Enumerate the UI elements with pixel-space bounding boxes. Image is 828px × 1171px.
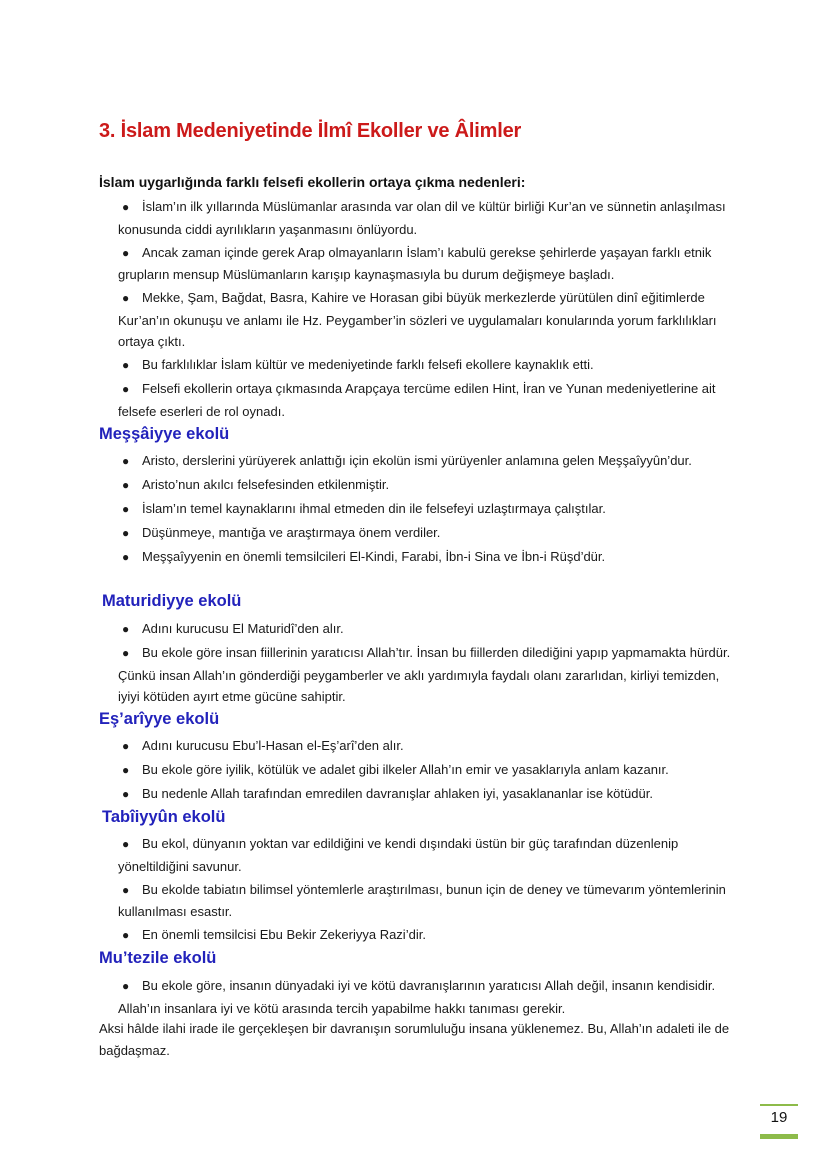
bullet-icon: ● xyxy=(122,928,130,942)
list-item: ● İslam’ın temel kaynaklarını ihmal etmeden din ile felsefeyi uzlaştırmaya çalıştılar. xyxy=(118,498,738,521)
list-item: ● Bu ekol, dünyanın yoktan var edildiğini ve kendi dışındaki üstün bir güç tarafından düzenlenip yöneltildiğini savunur. xyxy=(118,836,679,874)
bullet-icon: ● xyxy=(122,245,130,260)
section-heading-tabiiyyun: Tabîiyyûn ekolü xyxy=(102,808,226,826)
list-item: ● En önemli temsilcisi Ebu Bekir Zekeriyya Razi’dir. xyxy=(118,924,738,947)
esariyye-list xyxy=(118,735,738,807)
bullet-icon: ● xyxy=(122,291,130,305)
list-item: ● Meşşaîyyenin en önemli temsilcileri El-Kindi, Farabi, İbn-i Sina ve İbn-i Rüşd’dür. xyxy=(118,546,738,569)
list-item: ● Düşünmeye, mantığa ve araştırmaya önem verdiler. xyxy=(118,522,738,545)
bullet-icon: ● xyxy=(122,550,130,564)
page-number-rule-bottom xyxy=(760,1134,798,1139)
list-item: ● Aristo, derslerini yürüyerek anlattığı için ekolün ismi yürüyenler anlamına gelen Meşşaîyyûn’dur. xyxy=(118,450,738,473)
tabiiyyun-list xyxy=(118,833,738,948)
bullet-icon: ● xyxy=(122,502,130,516)
bullet-icon: ● xyxy=(122,787,130,801)
bullet-icon: ● xyxy=(122,646,130,660)
section-heading-mutezile: Mu’tezile ekolü xyxy=(99,949,217,967)
intro-heading: İslam uygarlığında farklı felsefi ekollerin ortaya çıkma nedenleri: xyxy=(99,174,526,190)
closing-paragraph: Aksi hâlde ilahi irade ile gerçekleşen bir davranışın sorumluluğu insana yüklenemez. Bu, Allah’ın adaleti ile de bağdaşmaz. xyxy=(99,1021,730,1058)
bullet-icon: ● xyxy=(122,454,130,468)
bullet-icon: ● xyxy=(122,478,130,492)
list-item: ● Bu ekole göre iyilik, kötülük ve adalet gibi ilkeler Allah’ın emir ve yasaklarıyla anlam kazanır. xyxy=(118,759,738,782)
section-heading-messaiyye: Meşşâiyye ekolü xyxy=(99,425,230,443)
bullet-icon: ● xyxy=(122,739,130,753)
section-heading-esariyye: Eş’arîyye ekolü xyxy=(99,710,220,728)
page-title: 3. İslam Medeniyetinde İlmî Ekoller ve Âlimler xyxy=(99,120,522,142)
list-item: ● İslam’ın ilk yıllarında Müslümanlar arasında var olan dil ve kültür birliği Kur’an ve sünnetin anlaşılması konusunda ciddi ayrılıkların yaşanmasını önlüyordu. xyxy=(118,199,726,237)
section-heading-maturidiyye: Maturidiyye ekolü xyxy=(102,592,242,610)
mutezile-list xyxy=(118,975,738,1021)
list-item: ● Ancak zaman içinde gerek Arap olmayanların İslam’ı kabulü gerekse şehirlerde yaşayan farklı etnik grupların mensup Müslümanların karışıp kaynaşmasıyla bu durum değişmeye başladı. xyxy=(118,244,712,282)
bullet-icon: ● xyxy=(122,200,130,214)
page-number-rule-top xyxy=(760,1104,798,1106)
bullet-icon: ● xyxy=(122,979,130,993)
messaiyye-list xyxy=(118,450,738,570)
list-item: ● Mekke, Şam, Bağdat, Basra, Kahire ve Horasan gibi büyük merkezlerde yürütülen dinî eğitimlerde Kur’an’ın okunuşu ve anlamı ile Hz. Peygamber’in sözleri ve uygulamaları konularında yorum farklılıkları ortaya çıktı. xyxy=(118,290,717,349)
list-item: ● Bu ekole göre, insanın dünyadaki iyi ve kötü davranışlarının yaratıcısı Allah değil, insanın kendisidir. Allah’ın insanlara iyi ve kötü arasında tercih yapabilme hakkı tanıması gerekir. xyxy=(118,978,716,1016)
bullet-icon: ● xyxy=(122,358,130,372)
bullet-icon: ● xyxy=(122,837,130,851)
bullet-icon: ● xyxy=(122,526,130,540)
page-number: 19 xyxy=(770,1109,788,1126)
list-item: ● Bu ekole göre insan fiillerinin yaratıcısı Allah’tır. İnsan bu fiillerden dilediğini yapıp yapmamakta hürdür. Çünkü insan Allah’ın gönderdiği peygamberler ve aklı yardımıyla faydalı olanı zararlıdan, kirliyi temizden, iyiyi kötüden ayırt etme gücüne sahiptir. xyxy=(118,645,731,704)
bullet-icon: ● xyxy=(122,763,130,777)
bullet-icon: ● xyxy=(122,382,130,396)
list-item: ● Adını kurucusu El Maturidî’den alır. xyxy=(118,618,738,641)
list-item: ● Adını kurucusu Ebu’l-Hasan el-Eş’arî’den alır. xyxy=(118,735,738,758)
list-item: ● Aristo’nun akılcı felsefesinden etkilenmiştir. xyxy=(118,474,738,497)
list-item: ● Bu nedenle Allah tarafından emredilen davranışlar ahlaken iyi, yasaklananlar ise kötüdür. xyxy=(118,783,738,806)
bullet-icon: ● xyxy=(122,882,130,897)
maturidiyye-list xyxy=(118,618,738,709)
list-item: ● Felsefi ekollerin ortaya çıkmasında Arapçaya tercüme edilen Hint, İran ve Yunan medeniyetlerine ait felsefe eserleri de rol oynadı. xyxy=(118,381,716,419)
bullet-icon: ● xyxy=(122,622,130,636)
intro-list xyxy=(118,196,738,424)
list-item: ● Bu farklılıklar İslam kültür ve medeniyetinde farklı felsefi ekollere kaynaklık etti. xyxy=(118,354,738,377)
list-item: ● Bu ekolde tabiatın bilimsel yöntemlerle araştırılması, bunun için de deney ve tümevarım yöntemlerinin kullanılması esastır. xyxy=(118,881,726,919)
